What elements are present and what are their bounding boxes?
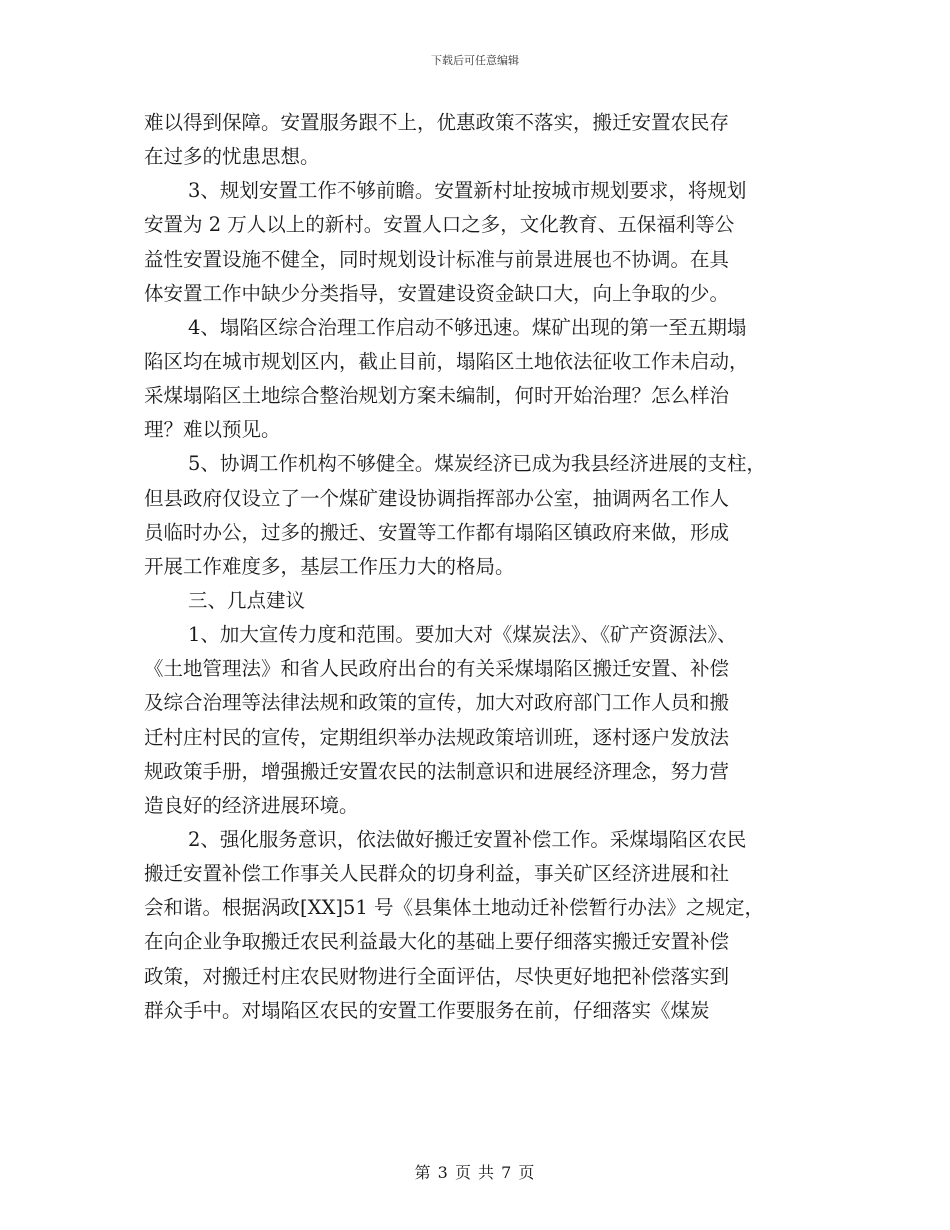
text-line: 造良好的经济进展环境。 [144,793,359,817]
text-line: 员临时办公，过多的搬迁、安置等工作都有塌陷区镇政府来做，形成 [144,520,730,544]
text-line: 益性安置设施不健全，同时规划设计标准与前景进展也不协调。在具 [144,247,730,271]
document-body [144,106,810,1028]
text-line: 及综合治理等法律法规和政策的宣传，加大对政府部门工作人员和搬 [144,691,730,715]
page-number: 第 3 页 共 7 页 [414,1163,536,1182]
text-line: 难以得到保障。安置服务跟不上，优惠政策不落实，搬迁安置农民存 [144,111,730,134]
text-line: 在向企业争取搬迁农民利益最大化的基础上要仔细落实搬迁安置补偿 [144,930,730,954]
text-line: 搬迁安置补偿工作事关人民群众的切身利益，事关矿区经济进展和社 [144,862,730,886]
text-line: 理？难以预见。 [144,418,281,442]
text-line: 迁村庄村民的宣传，定期组织举办法规政策培训班，逐村逐户发放法 [144,725,730,749]
text-line: 会和谐。根据涡政[XX]51 号《县集体土地动迁补偿暂行办法》之规定， [144,896,764,920]
text-line: 群众手中。对塌陷区农民的安置工作要服务在前，仔细落实《煤炭 [144,998,710,1022]
text-line: 2、强化服务意识，依法做好搬迁安置补偿工作。采煤塌陷区农民 [188,827,747,851]
text-line: 在过多的忧患思想。 [144,145,320,169]
text-line: 4、塌陷区综合治理工作启动不够迅速。煤矿出现的第一至五期塌 [188,315,747,339]
text-line: 5、协调工作机构不够健全。煤炭经济已成为我县经济进展的支柱， [188,452,766,476]
text-line: 规政策手册，增强搬迁安置农民的法制意识和进展经济理念，努力营 [144,759,730,783]
text-line: 陷区均在城市规划区内，截止目前，塌陷区土地依法征收工作未启动， [144,349,749,373]
text-line: 但县政府仅设立了一个煤矿建设协调指挥部办公室，抽调两名工作人 [144,486,730,510]
text-line: 开展工作难度多，基层工作压力大的格局。 [144,554,515,578]
text-line: 安置为 2 万人以上的新村。安置人口之多，文化教育、五保福利等公 [144,213,735,237]
text-line: 《土地管理法》和省人民政府出台的有关采煤塌陷区搬迁安置、补偿 [144,657,730,681]
text-line: 体安置工作中缺少分类指导，安置建设资金缺口大，向上争取的少。 [144,281,730,305]
text-line: 3、规划安置工作不够前瞻。安置新村址按城市规划要求，将规划 [188,179,747,203]
page-header: 下载后可任意编辑 [431,54,519,67]
text-line: 政策，对搬迁村庄农民财物进行全面评估，尽快更好地把补偿落实到 [144,964,730,988]
text-line: 三、几点建议 [188,588,306,612]
text-line: 采煤塌陷区土地综合整治规划方案未编制，何时开始治理？怎么样治 [144,384,730,408]
text-line: 1、加大宣传力度和范围。要加大对《煤炭法》、《矿产资源法》、 [188,623,737,647]
